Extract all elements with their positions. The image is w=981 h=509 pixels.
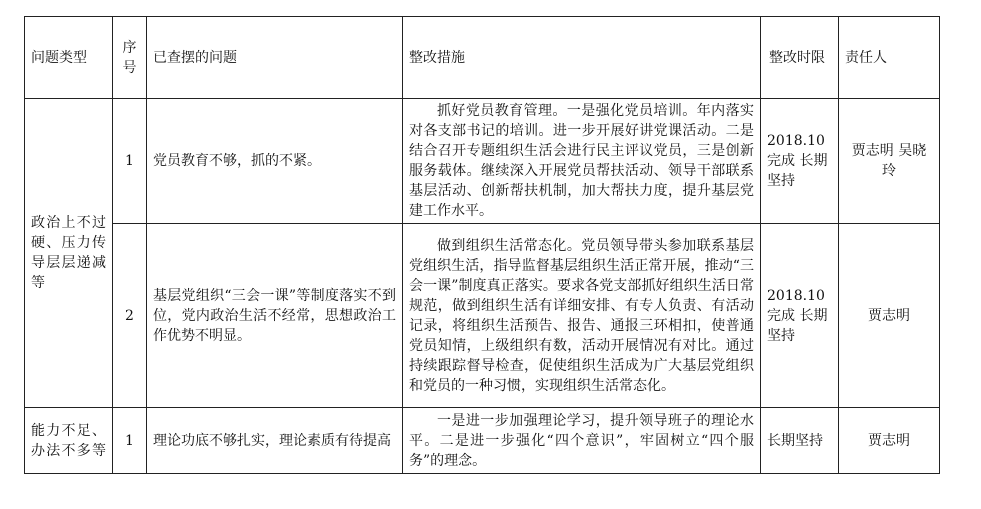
deadline-cell: 长期坚持 [761,408,839,474]
measure-cell: 一是进一步加强理论学习，提升领导班子的理论水平。二是进一步强化“四个意识”，牢固树立“四个服务”的理念。 [403,408,761,474]
responsible-cell: 贾志明 [839,408,940,474]
problem-cell: 党员教育不够，抓的不紧。 [147,99,403,224]
table-row [25,408,940,474]
rectification-table [24,16,940,474]
header-responsible: 责任人 [839,17,940,99]
header-problem: 已查摆的问题 [147,17,403,99]
measure-cell: 抓好党员教育管理。一是强化党员培训。年内落实对各支部书记的培训。进一步开展好讲党课活动。二是结合召开专题组织生活会进行民主评议党员，三是创新服务载体。继续深入开展党员帮扶活动、领导干部联系基层活动、创新帮扶机制，加大帮扶力度，提升基层党建工作水平。 [403,99,761,224]
problem-cell: 基层党组织“三会一课”等制度落实不到位，党内政治生活不经常，思想政治工作优势不明显。 [147,224,403,408]
table-row [25,224,940,408]
responsible-cell: 贾志明 [839,224,940,408]
seq-cell: 1 [113,408,147,474]
responsible-cell: 贾志明 吴晓玲 [839,99,940,224]
problem-cell: 理论功底不够扎实，理论素质有待提高 [147,408,403,474]
header-type: 问题类型 [25,17,113,99]
seq-cell: 1 [113,99,147,224]
header-seq: 序号 [113,17,147,99]
problem-type-cell: 能力不足、办法不多等 [25,408,113,474]
deadline-cell: 2018.10完成 长期坚持 [761,224,839,408]
header-measure: 整改措施 [403,17,761,99]
seq-cell: 2 [113,224,147,408]
header-row [25,17,940,99]
deadline-cell: 2018.10完成 长期坚持 [761,99,839,224]
problem-type-cell: 政治上不过硬、压力传导层层递减等 [25,99,113,408]
table-row [25,99,940,224]
measure-cell: 做到组织生活常态化。党员领导带头参加联系基层党组织生活，指导监督基层组织生活正常开展，推动“三会一课”制度真正落实。要求各党支部抓好组织生活日常规范，做到组织生活有详细安排、有专人负责、有活动记录，将组织生活预告、报告、通报三环相扣，使普通党员知情，上级组织有数，活动开展情况有对比。通过持续跟踪督导检查，促使组织生活成为广大基层党组织和党员的一种习惯，实现组织生活常态化。 [403,224,761,408]
header-deadline: 整改时限 [761,17,839,99]
